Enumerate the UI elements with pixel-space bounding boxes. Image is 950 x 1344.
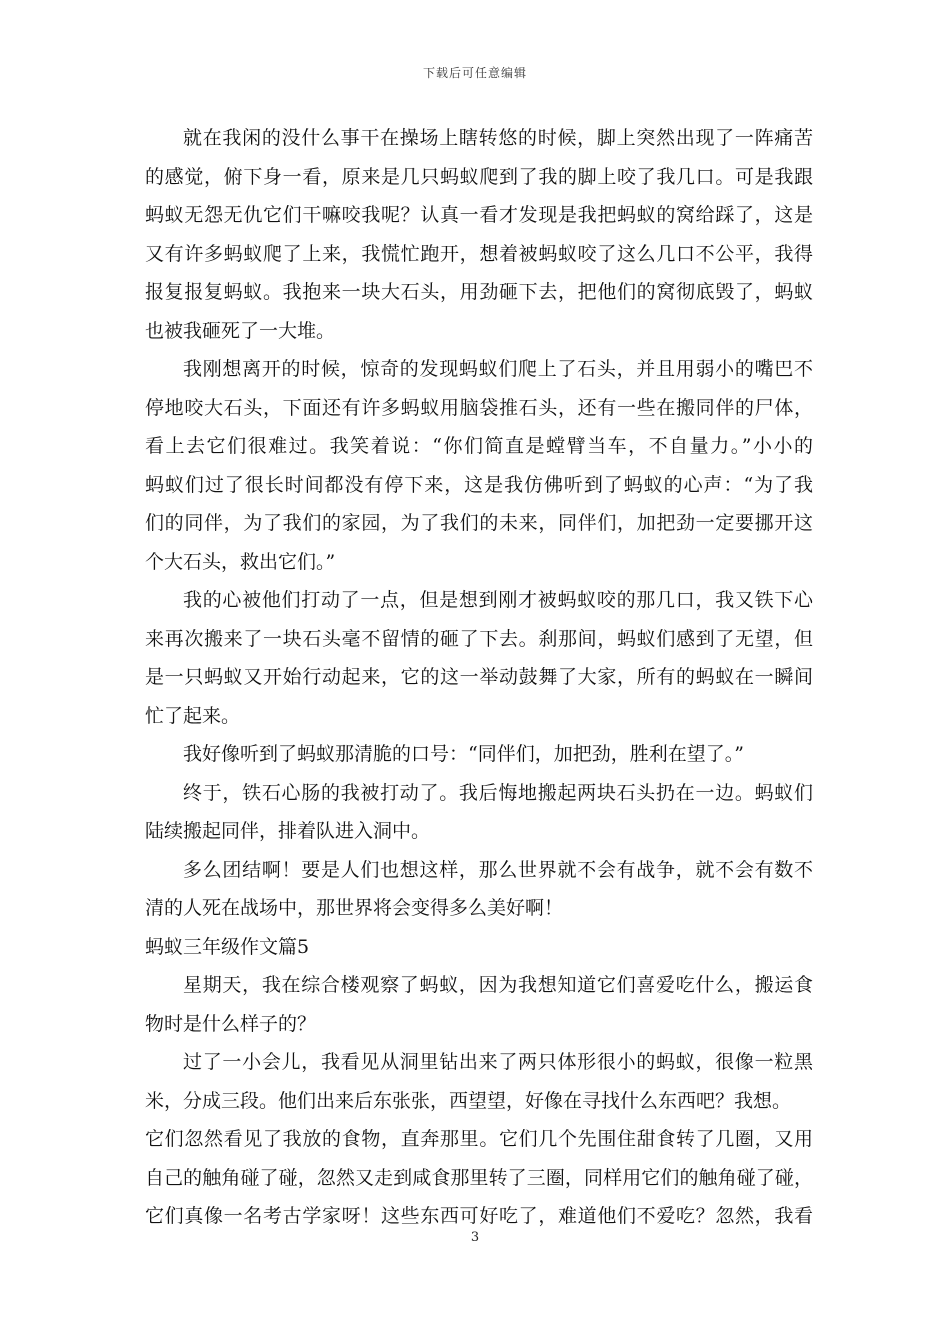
text-line: 自己的触角碰了碰，忽然又走到咸食那里转了三圈，同样用它们的触角碰了碰， bbox=[145, 1166, 813, 1189]
text-line: 停地咬大石头，下面还有许多蚂蚁用脑袋推石头，还有一些在搬同伴的尸体， bbox=[145, 396, 813, 419]
text-line: 蚂蚁三年级作文篇5 bbox=[145, 935, 310, 958]
text-line: 报复报复蚂蚁。我抱来一块大石头，用劲砸下去，把他们的窝彻底毁了，蚂蚁 bbox=[145, 281, 813, 303]
text-line: 物时是什么样子的？ bbox=[145, 1012, 317, 1035]
text-line: 也被我砸死了一大堆。 bbox=[145, 319, 336, 342]
page-number: 3 bbox=[470, 1230, 480, 1245]
text-line: 我刚想离开的时候，惊奇的发现蚂蚁们爬上了石头，并且用弱小的嘴巴不 bbox=[183, 358, 813, 380]
text-line: 清的人死在战场中，那世界将会变得多么美好啊！ bbox=[145, 897, 564, 919]
text-line: 们的同伴，为了我们的家园，为了我们的未来，同伴们，加把劲一定要挪开这 bbox=[145, 512, 813, 534]
text-line: 我的心被他们打动了一点，但是想到刚才被蚂蚁咬的那几口，我又铁下心 bbox=[183, 589, 813, 611]
text-line: 个大石头，救出它们。” bbox=[145, 550, 336, 573]
text-line: 陆续搬起同伴，排着队进入洞中。 bbox=[145, 820, 431, 842]
text-line: 是一只蚂蚁又开始行动起来，它的这一举动鼓舞了大家，所有的蚂蚁在一瞬间 bbox=[145, 666, 813, 688]
text-line: 又有许多蚂蚁爬了上来，我慌忙跑开，想着被蚂蚁咬了这么几口不公平，我得 bbox=[145, 242, 813, 265]
text-line: 忙了起来。 bbox=[145, 704, 241, 727]
text-line: 就在我闲的没什么事干在操场上瞎转悠的时候，脚上突然出现了一阵痛苦 bbox=[183, 127, 813, 149]
text-line: 星期天，我在综合楼观察了蚂蚁，因为我想知道它们喜爱吃什么，搬运食 bbox=[183, 974, 813, 996]
text-line: 的感觉，俯下身一看，原来是几只蚂蚁爬到了我的脚上咬了我几口。可是我跟 bbox=[145, 165, 813, 188]
text-line: 它们真像一名考古学家呀！这些东西可好吃了，难道他们不爱吃？忽然，我看 bbox=[145, 1205, 813, 1227]
text-line: 米，分成三段。他们出来后东张张，西望望，好像在寻找什么东西吧？我想。 bbox=[145, 1089, 792, 1112]
essay-body bbox=[145, 119, 813, 1236]
text-line: 蚂蚁们过了很长时间都没有停下来，这是我仿佛听到了蚂蚁的心声：“为了我 bbox=[145, 473, 813, 496]
page-header: 下载后可任意编辑 bbox=[422, 66, 527, 80]
text-line: 终于，铁石心肠的我被打动了。我后悔地搬起两块石头扔在一边。蚂蚁们 bbox=[183, 781, 813, 804]
text-line: 看上去它们很难过。我笑着说：“你们简直是螳臂当车，不自量力。”小小的 bbox=[145, 435, 813, 457]
text-line: 蚂蚁无怨无仇它们干嘛咬我呢？认真一看才发现是我把蚂蚁的窝给踩了，这是 bbox=[145, 204, 813, 226]
text-line: 过了一小会儿，我看见从洞里钻出来了两只体形很小的蚂蚁，很像一粒黑 bbox=[183, 1051, 813, 1073]
text-line: 多么团结啊！要是人们也想这样，那么世界就不会有战争，就不会有数不 bbox=[183, 858, 813, 881]
text-line: 来再次搬来了一块石头毫不留情的砸了下去。刹那间，蚂蚁们感到了无望，但 bbox=[145, 627, 813, 650]
text-line: 它们忽然看见了我放的食物，直奔那里。它们几个先围住甜食转了几圈，又用 bbox=[145, 1128, 813, 1150]
text-line: 我好像听到了蚂蚁那清脆的口号：“同伴们，加把劲，胜利在望了。” bbox=[183, 743, 744, 765]
